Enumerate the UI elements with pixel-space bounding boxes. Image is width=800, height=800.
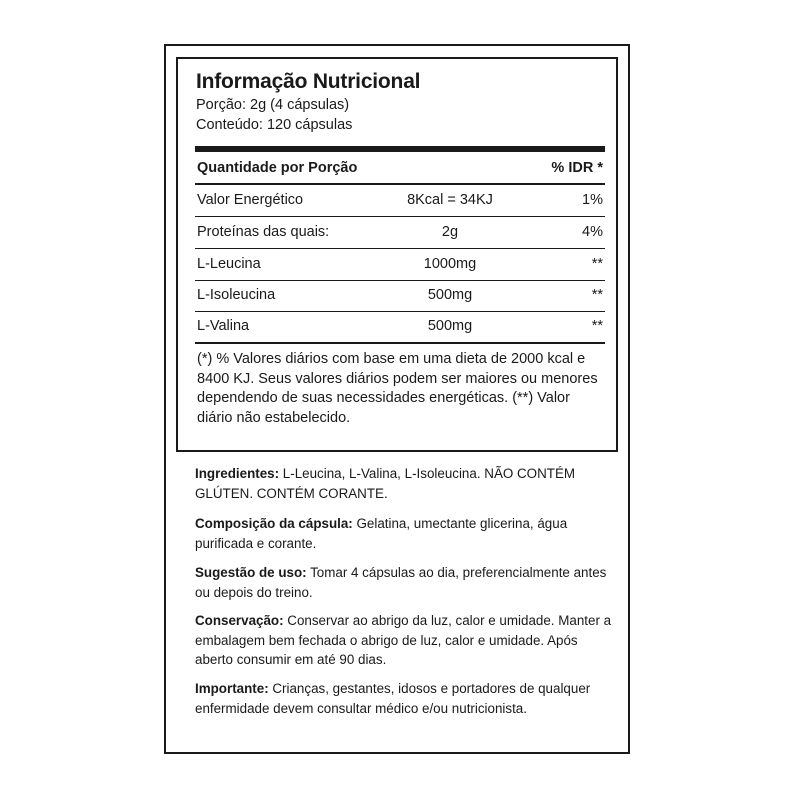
header-quantity-label: Quantidade por Porção [197,160,358,176]
important-label: Importante: [195,681,269,696]
portion-text: Porção: 2g (4 cápsulas) [196,97,350,113]
ingredients-paragraph [195,464,615,503]
capsule-composition-label: Composição da cápsula: [195,516,353,531]
content-text: Conteúdo: 120 cápsulas [196,117,353,133]
table-footnote: (*) % Valores diários com base em uma dieta de 2000 kcal e 8400 KJ. Seus valores diários podem ser maiores ou menores dependendo de suas necessidades energéticas. (**) Valor diário não estabelecido. [197,351,598,426]
row-isoleucine-idr: ** [591,287,603,303]
row-energy-amount: 8Kcal = 34KJ [407,192,493,208]
row-leucine-amount: 1000mg [423,256,477,272]
ingredients-label: Ingredientes: [195,466,280,481]
row-valine-amount: 500mg [427,318,473,334]
row-protein-name: Proteínas das quais: [197,224,330,240]
header-divider [195,183,605,185]
usage-label: Sugestão de uso: [195,565,307,580]
important-text: Crianças, gestantes, idosos e portadores de qualquer enfermidade devem consultar médico e/ou nutricionista. [195,681,591,716]
row-divider [195,216,605,217]
row-protein-idr: 4% [582,224,603,240]
header-thick-divider [195,146,605,152]
row-valine-idr: ** [591,318,603,334]
ingredients-text: L-Leucina, L-Valina, L-Isoleucina. NÃO CONTÉM GLÚTEN. CONTÉM CORANTE. [195,466,576,501]
row-isoleucine-name: L-Isoleucina [197,287,276,303]
table-bottom-divider [195,342,605,344]
row-protein-amount: 2g [441,224,459,240]
header-idr-label: % IDR * [551,160,603,176]
row-isoleucine-amount: 500mg [427,287,473,303]
capsule-composition-paragraph [195,514,615,553]
row-divider [195,280,605,281]
row-energy-idr: 1% [582,192,603,208]
panel-title: Informação Nutricional [196,70,421,93]
row-valine-name: L-Valina [197,318,250,334]
row-energy-name: Valor Energético [197,192,304,208]
row-divider [195,311,605,312]
storage-paragraph [195,611,615,670]
usage-paragraph [195,563,615,602]
storage-text: Conservar ao abrigo da luz, calor e umidade. Manter a embalagem bem fechada o abrigo de luz, calor e umidade. Após aberto consumir em até 90 dias. [195,613,612,667]
row-leucine-idr: ** [591,256,603,272]
important-paragraph [195,679,615,718]
row-leucine-name: L-Leucina [197,256,261,272]
row-divider [195,248,605,249]
capsule-composition-text: Gelatina, umectante glicerina, água purificada e corante. [195,516,568,551]
usage-text: Tomar 4 cápsulas ao dia, preferencialmente antes ou depois do treino. [195,565,607,600]
storage-label: Conservação: [195,613,284,628]
